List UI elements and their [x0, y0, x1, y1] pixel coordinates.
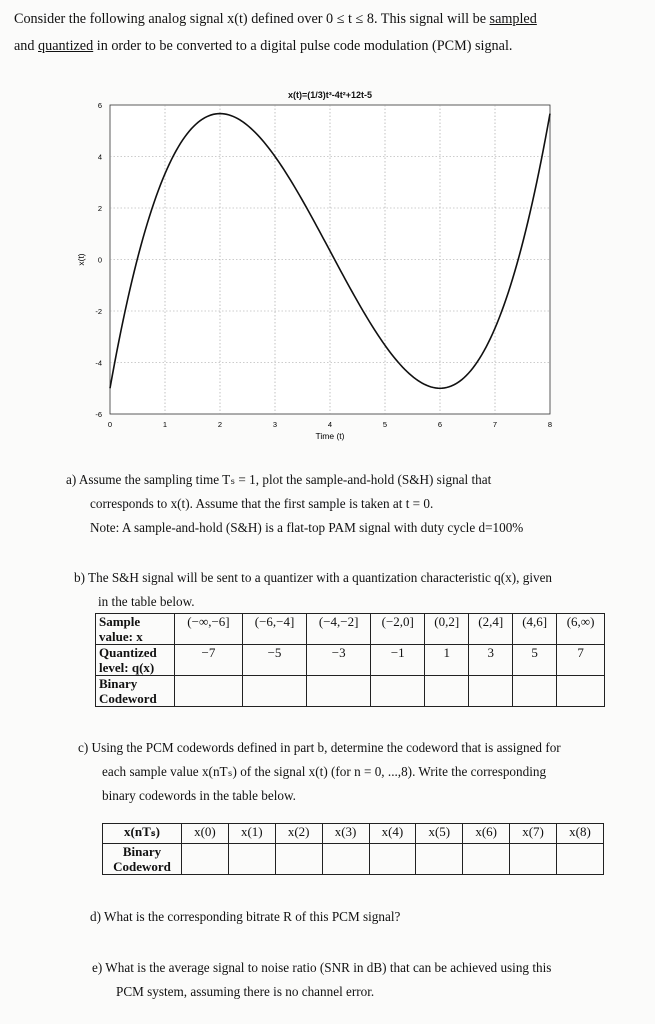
- x-axis-label: Time (t): [315, 431, 345, 441]
- codeword-cell[interactable]: [242, 676, 306, 707]
- sample-cell: x(7): [510, 824, 557, 844]
- x-tick-label: 5: [382, 420, 388, 429]
- quantization-table: [95, 613, 605, 707]
- question-a-line2: corresponds to x(t). Assume that the first sample is taken at t = 0.: [90, 496, 434, 511]
- sample-cell: x(1): [228, 824, 275, 844]
- question-d: [90, 905, 630, 929]
- sample-cell: x(5): [416, 824, 463, 844]
- intro-text-1: Consider the following analog signal x(t) defined over 0 ≤ t ≤ 8. This signal will be: [14, 11, 490, 27]
- codeword-cell[interactable]: [557, 844, 604, 875]
- codeword-cell[interactable]: [557, 676, 605, 707]
- row-header: Binary Codeword: [96, 676, 175, 707]
- codeword-cell[interactable]: [369, 844, 416, 875]
- y-tick-label: 6: [97, 101, 102, 110]
- codeword-cell[interactable]: [513, 676, 557, 707]
- codeword-table: [102, 823, 604, 875]
- y-tick-label: 4: [97, 152, 102, 162]
- row-header: x(nTₛ): [103, 824, 182, 844]
- question-b-line2: in the table below.: [98, 594, 195, 609]
- range-cell: (−2,0]: [371, 614, 425, 645]
- question-c-line2: each sample value x(nTₛ) of the signal x(t) (for n = 0, ...,8). Write the corresponding: [102, 764, 547, 779]
- signal-chart: [70, 100, 570, 450]
- codeword-cell[interactable]: [307, 676, 371, 707]
- sample-cell: x(4): [369, 824, 416, 844]
- x-tick-label: 3: [272, 420, 278, 429]
- row-header: Quantized level: q(x): [96, 645, 175, 676]
- x-tick-label: 4: [327, 420, 333, 429]
- question-d-line1: d) What is the corresponding bitrate R of this PCM signal?: [90, 909, 401, 924]
- sample-cell: x(8): [557, 824, 604, 844]
- x-tick-label: 0: [107, 420, 113, 429]
- y-tick-label: 0: [97, 255, 102, 265]
- table-row: [96, 676, 605, 707]
- row-header: Sample value: x: [96, 614, 175, 645]
- question-a: [66, 468, 626, 540]
- x-tick-label: 7: [492, 420, 498, 429]
- table-row: [103, 844, 604, 875]
- level-cell: 3: [469, 645, 513, 676]
- range-cell: (−6,−4]: [242, 614, 306, 645]
- codeword-cell[interactable]: [275, 844, 322, 875]
- intro-quantized: quantized: [38, 38, 94, 54]
- table-row: [96, 645, 605, 676]
- level-cell: −5: [242, 645, 306, 676]
- range-cell: (−4,−2]: [307, 614, 371, 645]
- intro-text-2: and: [14, 38, 39, 54]
- range-cell: (0,2]: [425, 614, 469, 645]
- codeword-cell[interactable]: [175, 676, 243, 707]
- chart-title: x(t)=(1/3)t³-4t²+12t-5: [287, 90, 372, 100]
- level-cell: −7: [175, 645, 243, 676]
- sample-cell: x(2): [275, 824, 322, 844]
- codeword-cell[interactable]: [463, 844, 510, 875]
- codeword-cell[interactable]: [371, 676, 425, 707]
- problem-intro: [14, 6, 644, 60]
- sample-cell: x(0): [182, 824, 229, 844]
- level-cell: −1: [371, 645, 425, 676]
- y-tick-label: 2: [97, 204, 102, 213]
- x-tick-label: 8: [547, 420, 553, 429]
- question-e-line1: e) What is the average signal to noise ratio (SNR in dB) that can be achieved using this: [92, 960, 552, 975]
- codeword-cell[interactable]: [182, 844, 229, 875]
- range-cell: (2,4]: [469, 614, 513, 645]
- question-b-line1: b) The S&H signal will be sent to a quantizer with a quantization characteristic q(x), given: [74, 570, 553, 585]
- range-cell: (6,∞): [557, 614, 605, 645]
- level-cell: 5: [513, 645, 557, 676]
- codeword-cell[interactable]: [322, 844, 369, 875]
- codeword-cell[interactable]: [510, 844, 557, 875]
- y-tick-label: -2: [95, 307, 102, 316]
- question-a-note: Note: A sample-and-hold (S&H) is a flat-top PAM signal with duty cycle d=100%: [90, 520, 524, 535]
- sample-cell: x(3): [322, 824, 369, 844]
- question-c-line1: c) Using the PCM codewords defined in part b, determine the codeword that is assigned for: [78, 740, 561, 755]
- intro-sampled: sampled: [489, 11, 537, 27]
- range-cell: (−∞,−6]: [175, 614, 243, 645]
- codeword-cell[interactable]: [425, 676, 469, 707]
- question-c: [78, 736, 638, 808]
- table-row: [96, 614, 605, 645]
- level-cell: 1: [425, 645, 469, 676]
- question-b: [74, 566, 634, 614]
- x-tick-label: 6: [437, 420, 443, 429]
- level-cell: −3: [307, 645, 371, 676]
- intro-text-3: in order to be converted to a digital pulse code modulation (PCM) signal.: [93, 38, 513, 54]
- level-cell: 7: [557, 645, 605, 676]
- sample-cell: x(6): [463, 824, 510, 844]
- codeword-cell[interactable]: [416, 844, 463, 875]
- y-tick-label: -4: [95, 358, 102, 368]
- question-e: [92, 956, 612, 1004]
- question-c-line3: binary codewords in the table below.: [102, 788, 296, 803]
- codeword-cell[interactable]: [228, 844, 275, 875]
- y-tick-label: -6: [95, 410, 102, 419]
- y-axis-label: x(t): [76, 253, 86, 266]
- range-cell: (4,6]: [513, 614, 557, 645]
- table-row: [103, 824, 604, 844]
- row-header: Binary Codeword: [103, 844, 182, 875]
- x-tick-label: 2: [217, 420, 223, 429]
- question-a-line1: a) Assume the sampling time Tₛ = 1, plot the sample-and-hold (S&H) signal that: [66, 472, 492, 487]
- x-tick-label: 1: [162, 420, 168, 429]
- codeword-cell[interactable]: [469, 676, 513, 707]
- question-e-line2: PCM system, assuming there is no channel error.: [116, 984, 375, 999]
